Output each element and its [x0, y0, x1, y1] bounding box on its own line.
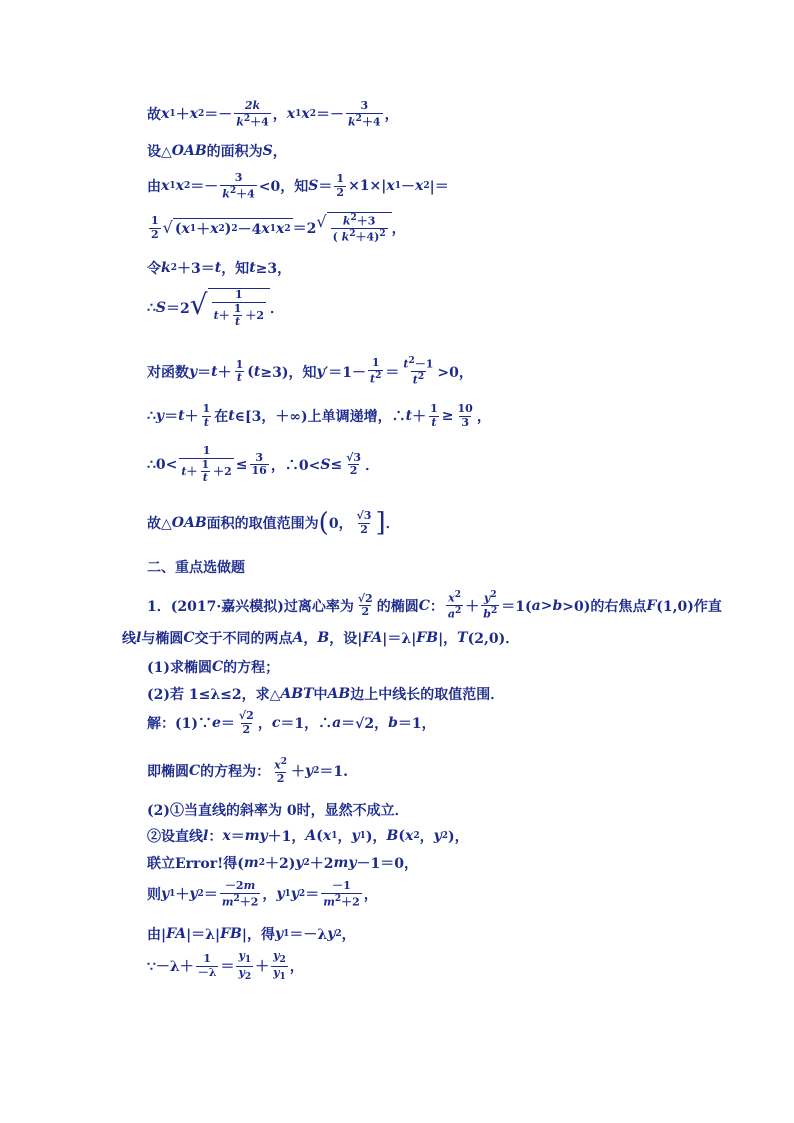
text-line: (1)求椭圆 C 的方程； — [147, 659, 280, 676]
text-line: 1．(2017·嘉兴模拟)过离心率为 $\frac{√2}{2}$ 的椭圆 C ： $\frac{x^2}{a^2}$ ＋ $\frac{y^2}{b^2}$ ＝1( a > b >0)的右焦点 F (1,0)作直 — [147, 590, 722, 621]
text-line: 由 x 1 x 2 ＝－ $\frac{3}{k^2+4}$ <0，知 S ＝ $\frac{1}{2}$ ×1×| x 1 － x 2 |＝ — [147, 171, 449, 201]
text-line: 线 l 与椭圆 C 交于不同的两点 A ， B ，设| FA |＝λ| FB |， T (2,0)． — [122, 630, 520, 647]
sqrt: √ $\frac{k^2+3}{( k^2+4)^2}$ — [316, 212, 391, 245]
fraction: $\frac{1}{2}$ — [336, 172, 345, 199]
sqrt: √ 1 t＋ $\frac{1}{t}$ ＋2 — [190, 288, 270, 329]
fraction: $\frac{1}{2}$ — [151, 214, 159, 241]
text-line: ∴ S ＝2 √ 1 t＋ $\frac{1}{t}$ ＋2 ． — [147, 288, 285, 329]
sqrt: √ ( x 1 ＋ x 2 ) 2 －4 x 1 x 2 — [162, 217, 291, 238]
text-line: $\frac{1}{2}$ √ ( x 1 ＋ x 2 ) 2 －4 x 1 x 2 ＝2 √ $\frac{k^2+3}{( k^2+4)^2}$ ， — [151, 212, 406, 244]
section-heading: 二、重点选做题 — [147, 560, 245, 576]
text-line: 由| FA |＝λ| FB |，得 y 1 ＝－λ y 2 ， — [147, 926, 356, 943]
fraction: $\frac{3}{k^2+4}$ — [222, 171, 255, 201]
text-line: 则 y 1 ＋ y 2 ＝ $\frac{-2m}{m^2+2}$ ， y 1 y 2 ＝ $\frac{-1}{m^2+2}$ ， — [147, 879, 378, 909]
text-line: (2)①当直线的斜率为 0时，显然不成立． — [147, 803, 409, 819]
text-line: 设△ OAB 的面积为 S ， — [147, 143, 287, 160]
text-line: 即椭圆 C 的方程为： $\frac{x^2}{2}$ ＋ y 2 ＝1. — [147, 757, 349, 786]
fraction: $\frac{3}{k^2+4}$ — [348, 99, 381, 129]
text-line: 令 k 2 ＋3＝ t ，知 t ≥3， — [147, 260, 292, 277]
text-line: ②设直线 l ： x ＝ my ＋1， A ( x 1 ， y 1 )， B ( x 2 ， y 2 )， — [147, 828, 469, 845]
text-line: ∴0< 1 t＋ $\frac{1}{t}$ ＋2 ≤ $\frac{3}{16}$ ，∴0< S ≤ $\frac{√3}{2}$ ． — [147, 444, 380, 485]
text-line: (2)若 1≤λ≤2，求△ ABT 中 AB 边上中线长的取值范围． — [147, 686, 505, 703]
text-line: 联立Error!得( m 2 ＋2) y 2 ＋2 my －1＝0， — [147, 855, 418, 872]
text-line: 对函数 y ＝ t ＋ $\frac{1}{t}$ ( t ≥3)，知 y ′＝1－ $\frac{1}{t^2}$ ＝ $\frac{t^2-1}{t^2}$ >0， — [147, 356, 473, 387]
text-line: 解：(1)∵ e ＝ $\frac{√2}{2}$ ， c ＝1，∴ a ＝√2， b ＝1， — [147, 709, 436, 736]
text-line: ∴ y ＝ t ＋ $\frac{1}{t}$ 在 t ∈[3，＋∞)上单调递增，∴ t ＋ $\frac{1}{t}$ ≥ $\frac{10}{3}$ ， — [147, 402, 491, 429]
text-line: ∵－λ＋ $\frac{1}{-\lambda}$ ＝ $\frac{y_1}{y_2}$ ＋ $\frac{y_2}{y_1}$ ， — [147, 949, 304, 982]
fraction: $\frac{2k}{k^2+4}$ — [236, 99, 269, 129]
text-line: 故 x 1 ＋ x 2 ＝－ $\frac{2k}{k^2+4}$ ， x 1 x 2 ＝－ $\frac{3}{k^2+4}$ ， — [147, 99, 399, 129]
text-line: 故△ OAB 面积的取值范围为 ( 0， $\frac{√3}{2}$ ] ． — [147, 508, 400, 539]
